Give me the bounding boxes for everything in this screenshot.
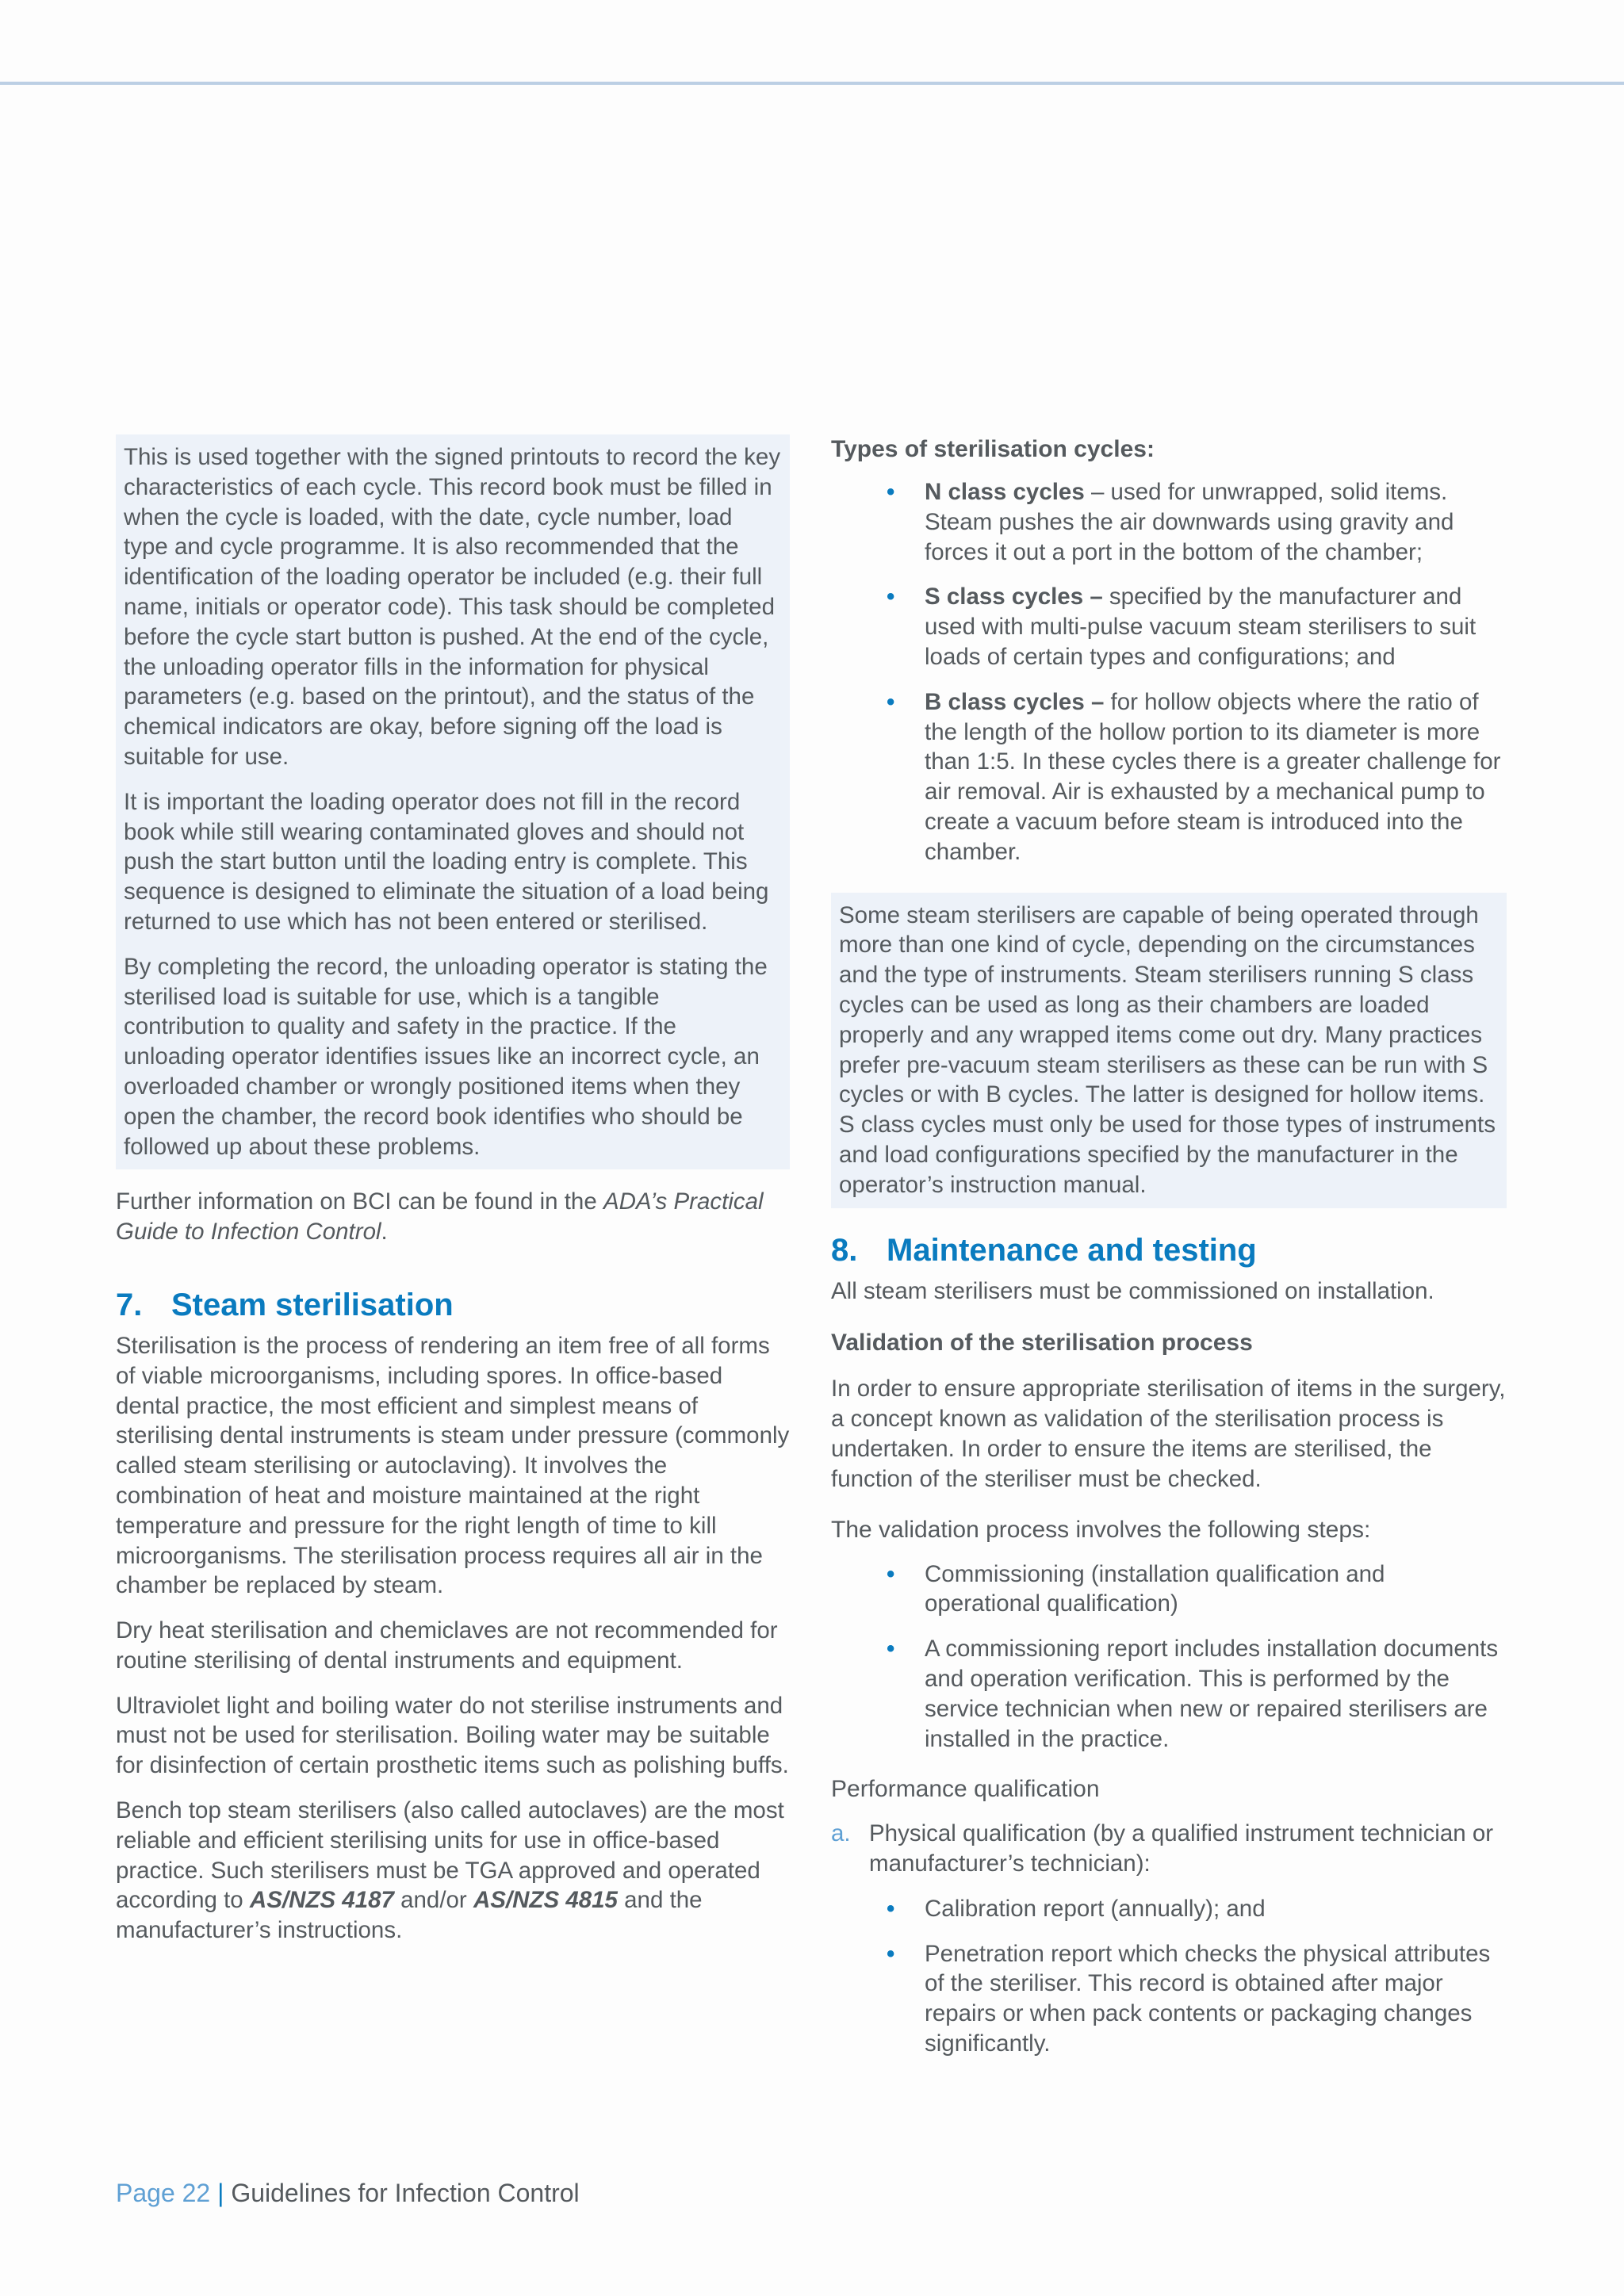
box-paragraph: Some steam sterilisers are capable of being operated through more than one kind of cycle, depending on the circumstances and the type of instruments. Steam sterilisers running S class cycles can be used as long as their chambers are loaded properly and any wrapped items come out dry. Many practices prefer pre-vacuum steam sterilisers as these can be run with S cycles or with B cycles. The latter is designed for hollow items. S class cycles must only be used for those types of instruments and load configurations specified by the manufacturer in the operator’s instruction manual.: [839, 901, 1496, 1198]
list-item: • B class cycles – for hollow objects where the ratio of the length of the hollow portion to its diameter is more than 1:5. In these cycles there is a greater challenge for air removal. Air is exhausted by a mechanical pump to create a vacuum before steam is introduced into the chamber.: [887, 688, 1501, 865]
box-paragraph: This is used together with the signed printouts to record the key characteristics of each cycle. This record book must be filled in when the cycle is loaded, with the date, cycle number, load type and cycle programme. It is also recommended that the identification of the loading operator be included (e.g. their full name, initials or operator code). This task should be completed before the cycle start button is pushed. At the end of the cycle, the unloading operator fills in the information for physical parameters (e.g. based on the printout), and the status of the chemical indicators are okay, before signing off the load is suitable for use.: [124, 444, 781, 770]
page-number: Page 22: [116, 2179, 211, 2207]
types-heading: Types of sterilisation cycles:: [831, 436, 1155, 462]
bullet-icon: •: [887, 479, 895, 505]
section-7-heading: 7. Steam sterilisation: [116, 1287, 454, 1322]
bullet-icon: •: [887, 688, 895, 715]
list-item: • Calibration report (annually); and: [831, 1894, 1507, 1924]
steps-list: [831, 1559, 1507, 1755]
bullet-icon: •: [887, 1940, 895, 1967]
further-info-paragraph: Further information on BCI can be found in the ADA’s Practical Guide to Infection Control.: [116, 1188, 764, 1246]
cycle-info-box: [831, 893, 1507, 1208]
standard-reference: AS/NZS 4187: [249, 1887, 394, 1914]
list-item: • Commissioning (installation qualification and operational qualification): [887, 1560, 1385, 1617]
bullet-icon: •: [887, 1560, 895, 1587]
guide-reference: ADA’s Practical Guide to Infection Control: [116, 1188, 764, 1246]
document-title: Guidelines for Infection Control: [231, 2179, 580, 2207]
sterilisation-definition-paragraph: Sterilisation is the process of rendering an item free of all forms of viable microorganisms, including spores. In office-based dental practice, the most efficient and simplest means of sterilising dental instruments is steam under pressure (commonly called steam sterilising or autoclaving). It involves the combination of heat and moisture maintained at the right temperature and pressure for the right length of time to kill microorganisms. The sterilisation process requires all air in the chamber be replaced by steam.: [116, 1332, 790, 1599]
standard-reference: AS/NZS 4815: [473, 1887, 618, 1914]
section-8-heading: 8. Maintenance and testing: [831, 1232, 1257, 1268]
bullet-icon: •: [887, 1636, 895, 1663]
top-rule: [0, 82, 1624, 85]
cycle-list: [831, 477, 1507, 867]
steps-heading: The validation process involves the following steps:: [831, 1516, 1371, 1543]
list-item: • A commissioning report includes installation documents and operation verification. This is performed by the service technician when new or repaired sterilisers are installed in the practice.: [887, 1636, 1499, 1752]
bullet-icon: •: [887, 1895, 895, 1922]
alpha-list-item: a. Physical qualification (by a qualified instrument technician or manufacturer’s technician):: [831, 1820, 1494, 1877]
list-item: • Penetration report which checks the physical attributes of the steriliser. This record is obtained after major repairs or when pack contents or packaging changes significantly.: [887, 1940, 1491, 2057]
list-marker: a.: [831, 1820, 851, 1847]
commissioning-intro: All steam sterilisers must be commissioned on installation.: [831, 1277, 1434, 1304]
bci-record-box: [116, 434, 790, 1169]
validation-paragraph: In order to ensure appropriate sterilisation of items in the surgery, a concept known as validation of the sterilisation process is undertaken. In order to ensure the items are sterilised, the function of the steriliser must be checked.: [831, 1376, 1506, 1492]
list-item: • N class cycles – used for unwrapped, solid items. Steam pushes the air downwards using gravity and forces it out a port in the bottom of the chamber;: [887, 479, 1454, 565]
list-item: • S class cycles – specified by the manufacturer and used with multi-pulse vacuum steam sterilisers to suit loads of certain types and configurations; and: [887, 584, 1477, 670]
left-column: [116, 434, 790, 1946]
validation-heading: Validation of the sterilisation process: [831, 1330, 1253, 1357]
box-paragraph: It is important the loading operator does not fill in the record book while still wearing contaminated gloves and should not push the start button until the loading entry is complete. This sequence is designed to eliminate the situation of a load being returned to use which has not been entered or sterilised.: [124, 788, 769, 935]
qualification-list: [831, 1894, 1507, 2059]
performance-heading: Performance qualification: [831, 1776, 1100, 1803]
dry-heat-paragraph: Dry heat sterilisation and chemiclaves are not recommended for routine sterilising of dental instruments and equipment.: [116, 1617, 778, 1674]
page-footer: [116, 2177, 580, 2209]
right-column: [831, 434, 1507, 2059]
uv-boiling-paragraph: Ultraviolet light and boiling water do not sterilise instruments and must not be used for sterilisation. Boiling water may be suitable for disinfection of certain prosthetic items such as polishing buffs.: [116, 1692, 789, 1779]
bullet-icon: •: [887, 584, 895, 610]
box-paragraph: By completing the record, the unloading operator is stating the sterilised load is suitable for use, which is a tangible contribution to quality and safety in the practice. If the unloading operator identifies issues like an incorrect cycle, an overloaded chamber or wrongly positioned items when they open the chamber, the record book identifies who should be followed up about these problems.: [124, 953, 768, 1160]
bench-top-paragraph: Bench top steam sterilisers (also called autoclaves) are the most reliable and efficient sterilising units for use in office-based practice. Such sterilisers must be TGA approved and operated according to AS/NZS 4187 and/or AS/NZS 4815 and the manufacturer’s instructions.: [116, 1797, 784, 1944]
footer-separator: |: [217, 2179, 224, 2207]
